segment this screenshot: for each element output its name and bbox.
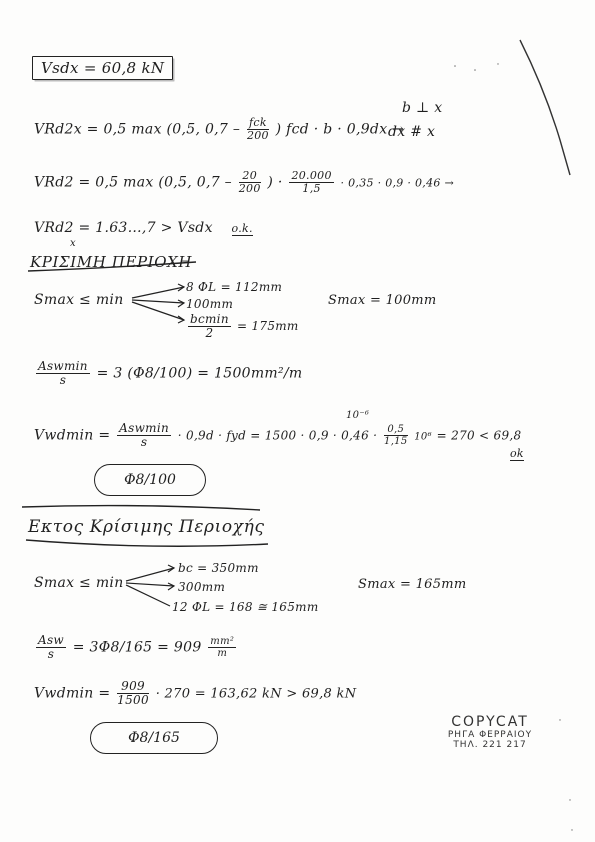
power-10-6b: 10⁶: [414, 431, 432, 443]
stamp-line-1: COPYCAT: [451, 714, 529, 730]
bcmin-value: = 175mm: [236, 319, 299, 334]
vwd-lhs: Vwdmin =: [34, 427, 111, 444]
critical-underline: [28, 262, 196, 271]
vrd2-sub-x: x: [70, 238, 76, 249]
min-arrows-2: [126, 568, 174, 606]
outside-region-heading: Εκτος Κρίσιμης Περιοχής: [28, 517, 265, 537]
answer-2-text: Φ8/165: [128, 730, 180, 746]
vrd2-num-start: VRd2 = 0,5 max (0,5, 0,7 –: [34, 174, 232, 191]
frac-num-20000: 20.000: [291, 169, 332, 182]
smax-outside: Smax ≤ min: [34, 575, 124, 591]
unit-mm2: mm²: [210, 636, 235, 648]
option-100mm: 100mm: [186, 297, 234, 311]
ok-mark-2: ok: [510, 447, 524, 460]
ok-mark-1: o.k.: [231, 222, 253, 235]
frac-num-05: 0,5: [384, 424, 407, 436]
smax-outside-result: Smax = 165mm: [358, 577, 467, 592]
bcmin-num: bcmin: [190, 312, 229, 326]
option-bc: bc = 350mm: [178, 561, 259, 575]
vrd2-numeric: VRd2 = 0,5 max (0,5, 0,7 – $\frac{20}{200}$ ) · $\frac{20.000}{1,5}$ · 0,35 · 0,9 · 0,46 →: [34, 169, 454, 196]
vrd2x-end: ) fcd · b · 0,9dx →: [275, 121, 405, 138]
fck-num: fck: [247, 117, 269, 130]
stamp-line-2: ΡΗΓΑ ΦΕΡΡΑΙΟΥ: [447, 730, 533, 740]
vsdx-text: Vsdx = 60,8 kN: [41, 59, 165, 77]
vwd2-lhs: Vwdmin =: [34, 685, 111, 702]
vrd2-result-text: VRd2 = 1.63…,7 > Vsdx: [34, 220, 213, 236]
outside-underline: [26, 540, 268, 546]
stamp-line-3: ΤΗΛ. 221 217: [453, 740, 527, 750]
vrd2-num-end: · 0,35 · 0,9 · 0,46 →: [340, 176, 454, 190]
option-12phil: 12 ΦL = 168 ≅ 165mm: [172, 600, 319, 614]
asw2-den: s: [47, 647, 55, 662]
frac-num-909: 909: [117, 680, 149, 694]
asw-eq2: = 3Φ8/165 = 909: [72, 639, 202, 656]
min-arrows-1: [132, 287, 184, 320]
frac-num-20: 20: [239, 170, 261, 183]
aswmin-den: s: [59, 373, 67, 388]
scan-speckles: [454, 63, 573, 830]
frac-den-1500: 1500: [117, 693, 149, 708]
answer-1-text: Φ8/100: [124, 472, 176, 488]
vwd-end: = 270 < 69,8: [436, 428, 522, 443]
bcmin-den: 2: [205, 326, 214, 341]
option-8phil: 8 ΦL = 112mm: [186, 280, 283, 294]
power-10-6a: 10⁻⁶: [346, 410, 370, 421]
frac-den-200: 200: [238, 182, 261, 196]
smax-critical-result: Smax = 100mm: [328, 293, 437, 308]
fck-den: 200: [246, 129, 269, 143]
aswmin-num: Aswmin: [38, 359, 88, 373]
b-perp-x: b ⊥ x: [402, 100, 443, 116]
dx-par-x: dx # x: [388, 124, 436, 140]
option-300mm: 300mm: [178, 580, 226, 594]
vwd-mid: · 0,9d · fyd = 1500 · 0,9 · 0,46 ·: [177, 428, 378, 443]
smax-critical: Smax ≤ min: [34, 292, 124, 308]
asw2-num: Asw: [38, 633, 64, 647]
outside-overline: [22, 506, 260, 510]
vwd-frac-den: s: [140, 435, 148, 450]
asw-eq1: = 3 (Φ8/100) = 1500mm²/m: [96, 365, 303, 382]
frac-den-15: 1,5: [302, 182, 321, 196]
vwd-frac-num: Aswmin: [119, 421, 170, 435]
critical-region-heading: ΚΡΙΣΙΜΗ ΠΕΡΙΟΧΗ: [30, 253, 193, 271]
unit-m: m: [217, 648, 228, 660]
vwd2-end: · 270 = 163,62 kN > 69,8 kN: [155, 686, 357, 702]
fold-line: [520, 40, 570, 175]
vrd2x-start: VRd2x = 0,5 max (0,5, 0,7 –: [34, 121, 241, 138]
frac-den-115: 1,15: [384, 436, 408, 448]
